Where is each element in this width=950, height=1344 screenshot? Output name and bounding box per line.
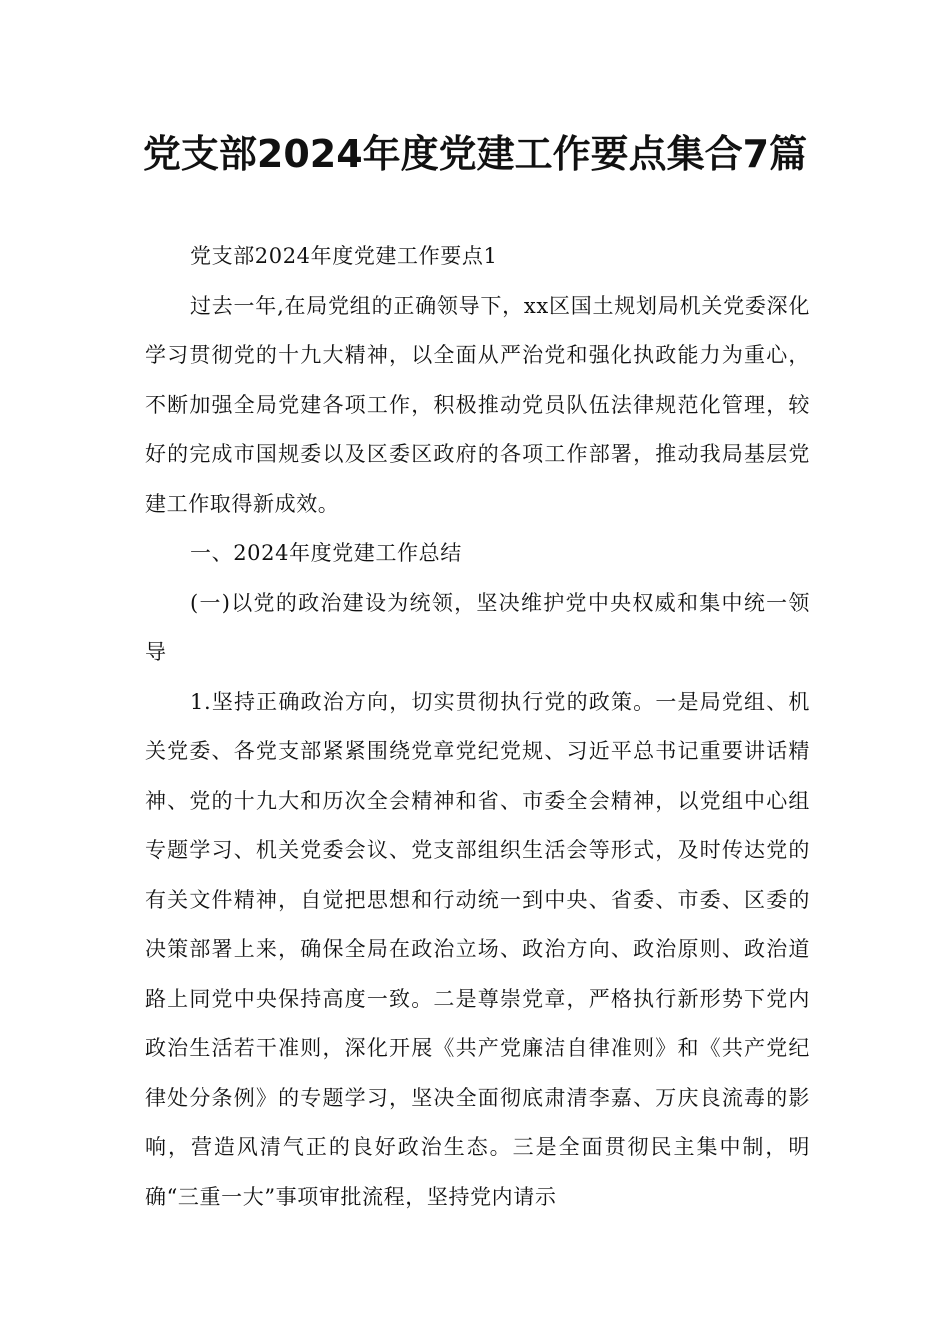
section-heading-1: 党支部2024年度党建工作要点1 [190, 244, 498, 268]
document-body [145, 232, 810, 1222]
body-paragraph-1: 1.坚持正确政治方向，切实贯彻执行党的政策。一是局党组、机关党委、各党支部紧紧围绕党章党纪党规、习近平总书记重要讲话精神、党的十九大和历次全会精神和省、市委全会精神，以党组中心组专题学习、机关党委会议、党支部组织生活会等形式，及时传达党的有关文件精神，自觉把思想和行动统一到中央、省委、市委、区委的决策部署上来，确保全局在政治立场、政治方向、政治原则、政治道路上同党中央保持高度一致。二是尊崇党章，严格执行新形势下党内政治生活若干准则，深化开展《共产党廉洁自律准则》和《共产党纪律处分条例》的专题学习，坚决全面彻底肃清李嘉、万庆良流毒的影响，营造风清气正的良好政治生态。三是全面贯彻民主集中制，明确“三重一大”事项审批流程，坚持党内请示 [145, 689, 810, 1209]
section-heading-summary: 一、2024年度党建工作总结 [190, 541, 462, 565]
document-title: 党支部2024年度党建工作要点集合7篇 [142, 132, 808, 176]
subsection-heading-1: (一)以党的政治建设为统领，坚决维护党中央权威和集中统一领导 [145, 590, 810, 664]
intro-paragraph: 过去一年,在局党组的正确领导下，xx区国土规划局机关党委深化学习贯彻党的十九大精神，以全面从严治党和强化执政能力为重心，不断加强全局党建各项工作，积极推动党员队伍法律规范化管理，较好的完成市国规委以及区委区政府的各项工作部署，推动我局基层党建工作取得新成效。 [145, 293, 810, 516]
